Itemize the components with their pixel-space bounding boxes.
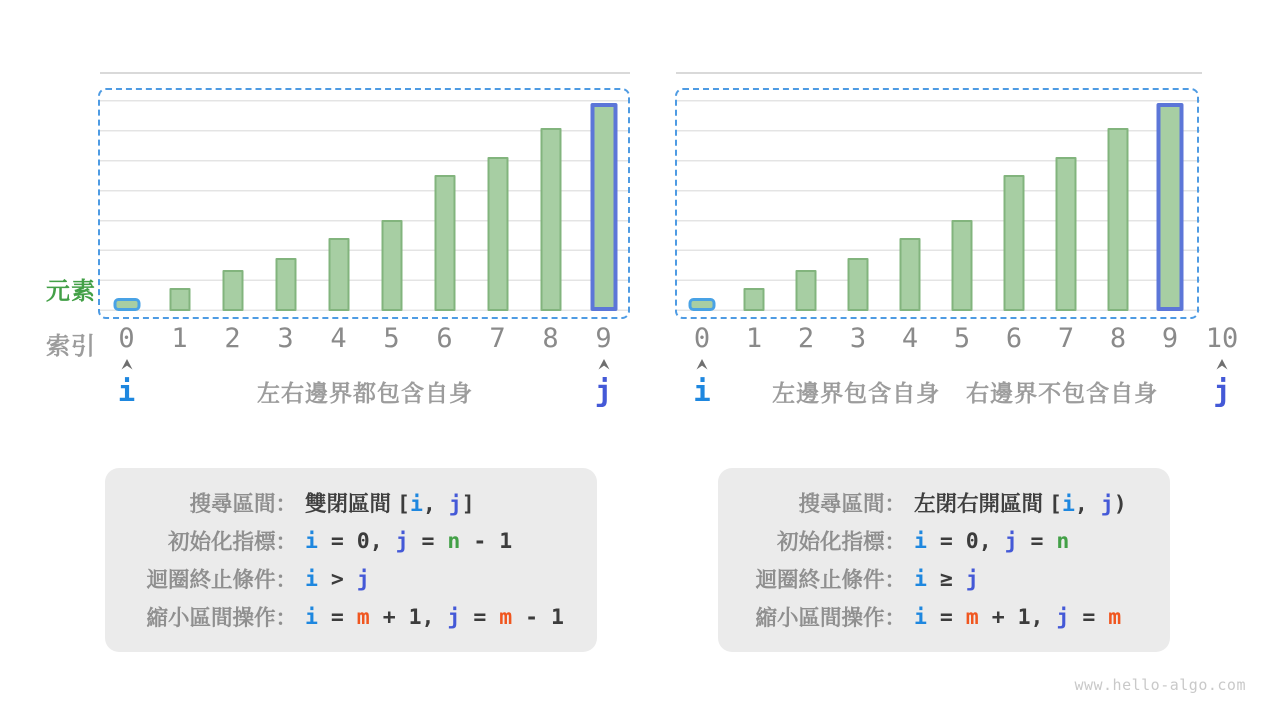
expr-token: =	[1069, 605, 1109, 630]
bar-index-9	[1157, 103, 1184, 311]
bar-index-1	[744, 288, 765, 311]
up-caret-icon	[1216, 359, 1229, 371]
expr-token: j	[395, 529, 409, 554]
panel-row	[105, 485, 597, 523]
index-label: 5	[953, 323, 971, 354]
expr-token: j	[1056, 605, 1070, 630]
panel-row-expression	[914, 599, 1121, 637]
bar-slot	[153, 72, 206, 311]
panel-row-label: 搜尋區間：	[189, 492, 297, 516]
expr-token: m	[1108, 605, 1122, 630]
bar-slot	[418, 72, 471, 311]
expr-token: =	[926, 605, 966, 630]
panel-row	[105, 561, 597, 599]
index-labels-row	[676, 322, 1248, 356]
expr-token: ,	[1074, 492, 1101, 517]
bar-slots	[676, 72, 1248, 311]
panel-row-expression	[305, 561, 370, 599]
expr-token: i	[1061, 492, 1075, 517]
panel-row	[718, 485, 1170, 523]
pointer-j: j	[1213, 374, 1231, 408]
index-label: 5	[383, 323, 400, 354]
index-label: 7	[1057, 323, 1075, 354]
bar-slot	[728, 72, 780, 311]
panel-row	[718, 561, 1170, 599]
index-label: 8	[542, 323, 559, 354]
expr-token: i	[914, 605, 927, 630]
bar-index-2	[222, 270, 243, 311]
bar-slot	[832, 72, 884, 311]
panel-row-expression	[305, 523, 512, 561]
bar-slots	[100, 72, 630, 311]
bar-index-8	[540, 128, 561, 311]
expr-token: - 1	[512, 605, 564, 630]
bar-slot	[312, 72, 365, 311]
expr-token: [	[1048, 492, 1062, 517]
bar-index-5	[381, 220, 402, 311]
bar-slot	[1092, 72, 1144, 311]
bar-index-6	[434, 175, 455, 311]
bar-slot	[365, 72, 418, 311]
index-label: 8	[1109, 323, 1127, 354]
bar-index-1	[169, 288, 190, 311]
expr-token: )	[1113, 492, 1127, 517]
expr-token: i	[914, 567, 927, 592]
bar-index-2	[796, 270, 817, 311]
panel-row-label: 初始化指標：	[776, 530, 906, 554]
index-label: 6	[436, 323, 453, 354]
expr-token: ,	[422, 492, 449, 517]
up-caret-icon	[696, 359, 709, 371]
index-label: 4	[330, 323, 347, 354]
panel-row	[105, 523, 597, 561]
expr-token: j	[356, 567, 370, 592]
expr-token: j	[448, 492, 462, 517]
bar-slot	[100, 72, 153, 311]
expr-token: =	[460, 605, 500, 630]
expr-token: j	[1004, 529, 1018, 554]
bar-slot	[780, 72, 832, 311]
panel-closed-interval	[105, 468, 597, 652]
caret-row	[676, 358, 1248, 372]
panel-row-label: 迴圈終止條件：	[755, 568, 906, 592]
expr-token: [	[396, 492, 410, 517]
panel-row-label: 搜尋區間：	[798, 492, 906, 516]
index-label: 3	[849, 323, 867, 354]
bar-index-3	[848, 258, 869, 311]
bar-index-0	[689, 298, 716, 311]
index-label: 9	[1161, 323, 1179, 354]
bar-index-3	[275, 258, 296, 311]
bar-slot	[1196, 72, 1248, 311]
y-axis-label-elements: 元素	[46, 278, 96, 305]
boundary-annotation: 左邊界包含自身	[772, 380, 941, 406]
expr-token: ≥	[926, 567, 966, 592]
index-label: 4	[901, 323, 919, 354]
bar-index-8	[1108, 128, 1129, 311]
panel-row-expression	[914, 561, 979, 599]
bar-slot	[524, 72, 577, 311]
index-label: 6	[1005, 323, 1023, 354]
bar-slot	[206, 72, 259, 311]
expr-token: =	[408, 529, 448, 554]
expr-token: 雙閉區間	[305, 492, 397, 516]
expr-token: + 1,	[978, 605, 1057, 630]
bar-slot	[1144, 72, 1196, 311]
expr-token: i	[409, 492, 423, 517]
pointer-i: i	[693, 374, 711, 408]
plot-area	[676, 72, 1248, 311]
expr-token: m	[965, 605, 979, 630]
panel-row-label: 縮小區間操作：	[146, 606, 297, 630]
panel-row	[105, 599, 597, 637]
bar-slot	[577, 72, 630, 311]
expr-token: = 0,	[317, 529, 396, 554]
index-label: 10	[1205, 323, 1239, 354]
bar-index-7	[1056, 157, 1077, 311]
bar-index-4	[328, 238, 349, 311]
bar-slot	[676, 72, 728, 311]
pointer-row	[676, 372, 1248, 410]
expr-token: j	[965, 567, 979, 592]
expr-token: - 1	[460, 529, 513, 554]
bar-slot	[259, 72, 312, 311]
index-label: 0	[118, 323, 135, 354]
bar-index-9	[590, 103, 617, 311]
expr-token: i	[305, 529, 318, 554]
panel-row-expression	[305, 599, 564, 637]
index-label: 3	[277, 323, 294, 354]
pointer-j: j	[594, 374, 613, 408]
index-label: 9	[595, 323, 612, 354]
panel-row-label: 縮小區間操作：	[755, 606, 906, 630]
expr-token: m	[356, 605, 370, 630]
caret-row	[100, 358, 630, 372]
chart-closed-interval	[100, 72, 630, 412]
index-label: 2	[797, 323, 815, 354]
bar-index-7	[487, 157, 508, 311]
bar-slot	[988, 72, 1040, 311]
bar-slot	[936, 72, 988, 311]
boundary-annotation: 左右邊界都包含自身	[257, 380, 473, 406]
index-label: 1	[171, 323, 188, 354]
panel-row-expression	[305, 485, 475, 523]
expr-token: i	[914, 529, 927, 554]
panel-row-label: 迴圈終止條件：	[146, 568, 297, 592]
expr-token: j	[1100, 492, 1114, 517]
expr-token: n	[447, 529, 461, 554]
chart-half-open-interval	[676, 72, 1248, 412]
index-label: 2	[224, 323, 241, 354]
expr-token: = 0,	[926, 529, 1005, 554]
index-label: 1	[745, 323, 763, 354]
expr-token: m	[499, 605, 513, 630]
bar-index-4	[900, 238, 921, 311]
expr-token: n	[1056, 529, 1070, 554]
plot-area	[100, 72, 630, 311]
bar-index-0	[113, 298, 140, 311]
panel-row	[718, 523, 1170, 561]
expr-token: + 1,	[369, 605, 448, 630]
bar-index-5	[952, 220, 973, 311]
bar-slot	[884, 72, 936, 311]
index-labels-row	[100, 322, 630, 356]
boundary-annotation: 右邊界不包含自身	[966, 380, 1159, 406]
expr-token: =	[317, 605, 357, 630]
index-label: 0	[693, 323, 711, 354]
bar-slot	[471, 72, 524, 311]
expr-token: i	[305, 605, 318, 630]
panel-row-label: 初始化指標：	[167, 530, 297, 554]
bar-slot	[1040, 72, 1092, 311]
up-caret-icon	[120, 359, 133, 371]
index-label: 7	[489, 323, 506, 354]
expr-token: j	[447, 605, 461, 630]
expr-token: ]	[461, 492, 475, 517]
panel-row-expression	[914, 523, 1069, 561]
watermark: www.hello-algo.com	[1074, 676, 1246, 694]
expr-token: 左閉右開區間	[914, 492, 1049, 516]
panel-half-open-interval	[718, 468, 1170, 652]
bar-index-6	[1004, 175, 1025, 311]
panel-row	[718, 599, 1170, 637]
x-axis-label-index: 索引	[46, 333, 96, 360]
up-caret-icon	[597, 359, 610, 371]
expr-token: i	[305, 567, 318, 592]
expr-token: >	[317, 567, 357, 592]
pointer-i: i	[117, 374, 136, 408]
panel-row-expression	[914, 485, 1127, 523]
expr-token: =	[1017, 529, 1057, 554]
